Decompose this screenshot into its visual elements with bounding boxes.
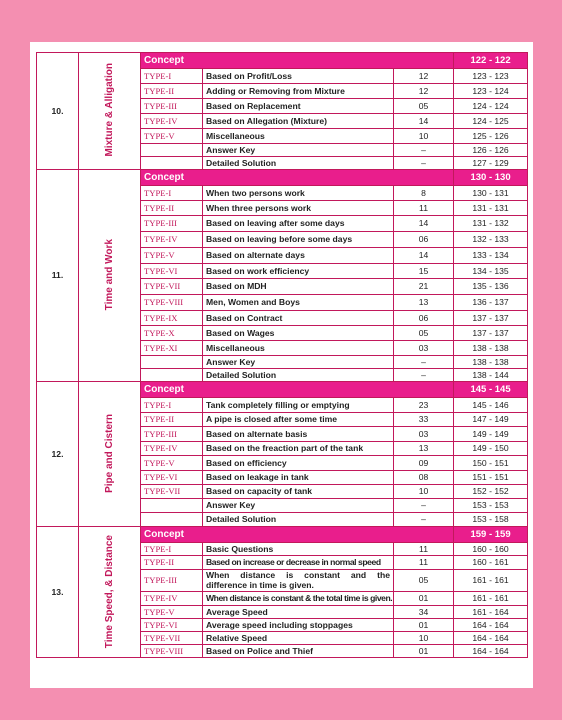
question-count: 21 [394, 279, 454, 295]
chapter-title-cell [79, 53, 141, 170]
question-count: 11 [394, 556, 454, 570]
question-count: 13 [394, 295, 454, 311]
type-label: TYPE-IX [141, 311, 203, 326]
chapter-number: 12. [37, 382, 79, 527]
type-label: TYPE-II [141, 413, 203, 427]
type-label: TYPE-III [141, 216, 203, 232]
question-count: 14 [394, 216, 454, 232]
page-range: 123 - 124 [454, 84, 528, 99]
page-range: 136 - 137 [454, 295, 528, 311]
contents-page [30, 42, 533, 688]
question-count: 06 [394, 311, 454, 326]
chapter-number: 13. [37, 527, 79, 658]
question-count: 11 [394, 543, 454, 556]
page-range: 153 - 153 [454, 499, 528, 513]
type-description: Based on leaving before some days [203, 232, 394, 248]
question-count: 03 [394, 341, 454, 356]
concept-pages: 122 - 122 [454, 53, 528, 69]
type-label: TYPE-I [141, 186, 203, 201]
page-range: 151 - 151 [454, 471, 528, 485]
concept-label: Concept [141, 53, 454, 69]
question-count: 11 [394, 201, 454, 216]
page-range: 127 - 129 [454, 157, 528, 170]
type-label: TYPE-VII [141, 485, 203, 499]
type-description: When distance is constant & the total time is given. [203, 592, 394, 606]
type-label: TYPE-III [141, 99, 203, 114]
page-range: 137 - 137 [454, 326, 528, 341]
type-label: TYPE-III [141, 427, 203, 442]
type-label: TYPE-IV [141, 592, 203, 606]
type-label: TYPE-V [141, 248, 203, 264]
type-description: Based on Wages [203, 326, 394, 341]
page-range: 164 - 164 [454, 632, 528, 645]
type-description: Based on leakage in tank [203, 471, 394, 485]
question-count: 34 [394, 606, 454, 619]
chapter-title: Mixture & Alligation [103, 63, 115, 157]
question-count: 05 [394, 326, 454, 341]
type-description: Based on alternate basis [203, 427, 394, 442]
type-label [141, 369, 203, 382]
chapter-title: Pipe and Cistern [103, 413, 115, 493]
page-range: 123 - 123 [454, 69, 528, 84]
concept-label: Concept [141, 382, 454, 398]
type-description: Based on alternate days [203, 248, 394, 264]
question-count: 12 [394, 69, 454, 84]
type-description: Relative Speed [203, 632, 394, 645]
type-label: TYPE-II [141, 84, 203, 99]
page-range: 138 - 138 [454, 356, 528, 369]
type-description: Based on work efficiency [203, 264, 394, 279]
type-label: TYPE-VII [141, 632, 203, 645]
question-count: 12 [394, 84, 454, 99]
question-count: 06 [394, 232, 454, 248]
type-description: Tank completely filling or emptying [203, 398, 394, 413]
type-description: Based on MDH [203, 279, 394, 295]
page-range: 125 - 126 [454, 129, 528, 144]
type-description: Adding or Removing from Mixture [203, 84, 394, 99]
page-range: 134 - 135 [454, 264, 528, 279]
type-description: Based on increase or decrease in normal speed [203, 556, 394, 570]
type-description: Detailed Solution [203, 157, 394, 170]
page-range: 149 - 150 [454, 442, 528, 456]
type-label: TYPE-II [141, 556, 203, 570]
type-description: Based on Replacement [203, 99, 394, 114]
type-description: Based on leaving after some days [203, 216, 394, 232]
page-range: 132 - 133 [454, 232, 528, 248]
type-label: TYPE-IV [141, 442, 203, 456]
type-label: TYPE-VII [141, 279, 203, 295]
type-description: Men, Women and Boys [203, 295, 394, 311]
type-description: Average speed including stoppages [203, 619, 394, 632]
page-range: 164 - 164 [454, 619, 528, 632]
question-count: 14 [394, 114, 454, 129]
page-range: 149 - 149 [454, 427, 528, 442]
concept-row [37, 382, 528, 398]
question-count: 01 [394, 592, 454, 606]
question-count: 10 [394, 485, 454, 499]
question-count: – [394, 369, 454, 382]
type-description: Answer Key [203, 499, 394, 513]
page-range: 135 - 136 [454, 279, 528, 295]
type-label: TYPE-X [141, 326, 203, 341]
type-description: Detailed Solution [203, 513, 394, 527]
type-description: Average Speed [203, 606, 394, 619]
page-range: 161 - 161 [454, 570, 528, 592]
question-count: – [394, 356, 454, 369]
page-range: 152 - 152 [454, 485, 528, 499]
type-description: Based on capacity of tank [203, 485, 394, 499]
type-label: TYPE-VIII [141, 645, 203, 658]
question-count: – [394, 513, 454, 527]
type-label [141, 356, 203, 369]
type-description: When three persons work [203, 201, 394, 216]
question-count: 05 [394, 570, 454, 592]
type-description: When distance is constant and the difference in time is given. [203, 570, 394, 592]
concept-label: Concept [141, 527, 454, 543]
question-count: 14 [394, 248, 454, 264]
type-description: Based on efficiency [203, 456, 394, 471]
chapter-number: 10. [37, 53, 79, 170]
question-count: – [394, 499, 454, 513]
type-description: Answer Key [203, 144, 394, 157]
question-count: 10 [394, 129, 454, 144]
question-count: 15 [394, 264, 454, 279]
question-count: 13 [394, 442, 454, 456]
chapter-title-cell [79, 527, 141, 658]
type-label: TYPE-XI [141, 341, 203, 356]
question-count: 01 [394, 619, 454, 632]
type-description: Miscellaneous [203, 341, 394, 356]
type-description: When two persons work [203, 186, 394, 201]
type-label: TYPE-I [141, 543, 203, 556]
page-range: 138 - 138 [454, 341, 528, 356]
question-count: 03 [394, 427, 454, 442]
page-range: 161 - 161 [454, 592, 528, 606]
type-label: TYPE-IV [141, 232, 203, 248]
page-range: 150 - 151 [454, 456, 528, 471]
concept-pages: 130 - 130 [454, 170, 528, 186]
type-label: TYPE-IV [141, 114, 203, 129]
type-label: TYPE-VIII [141, 295, 203, 311]
type-description: Based on Contract [203, 311, 394, 326]
type-label: TYPE-V [141, 456, 203, 471]
concept-row [37, 170, 528, 186]
type-description: Miscellaneous [203, 129, 394, 144]
type-label [141, 513, 203, 527]
type-label [141, 144, 203, 157]
type-label [141, 499, 203, 513]
page-range: 124 - 125 [454, 114, 528, 129]
page-range: 153 - 158 [454, 513, 528, 527]
question-count: 8 [394, 186, 454, 201]
question-count: 01 [394, 645, 454, 658]
page-range: 138 - 144 [454, 369, 528, 382]
type-label: TYPE-I [141, 398, 203, 413]
question-count: 23 [394, 398, 454, 413]
page-range: 130 - 131 [454, 186, 528, 201]
page-range: 147 - 149 [454, 413, 528, 427]
page-range: 161 - 164 [454, 606, 528, 619]
type-label: TYPE-I [141, 69, 203, 84]
page-range: 131 - 131 [454, 201, 528, 216]
chapter-title: Time and Work [103, 239, 115, 311]
page-range: 133 - 134 [454, 248, 528, 264]
page-range: 160 - 160 [454, 543, 528, 556]
type-label: TYPE-VI [141, 619, 203, 632]
page-range: 164 - 164 [454, 645, 528, 658]
page-range: 131 - 132 [454, 216, 528, 232]
question-count: – [394, 157, 454, 170]
type-label: TYPE-V [141, 606, 203, 619]
concept-pages: 159 - 159 [454, 527, 528, 543]
page-range: 126 - 126 [454, 144, 528, 157]
type-label: TYPE-V [141, 129, 203, 144]
type-description: A pipe is closed after some time [203, 413, 394, 427]
type-description: Basic Questions [203, 543, 394, 556]
question-count: 08 [394, 471, 454, 485]
type-description: Based on Allegation (Mixture) [203, 114, 394, 129]
type-description: Detailed Solution [203, 369, 394, 382]
concept-row [37, 53, 528, 69]
type-label [141, 157, 203, 170]
type-label: TYPE-II [141, 201, 203, 216]
chapter-number: 11. [37, 170, 79, 382]
type-description: Answer Key [203, 356, 394, 369]
concept-row [37, 527, 528, 543]
page-range: 160 - 161 [454, 556, 528, 570]
page-range: 124 - 124 [454, 99, 528, 114]
chapter-title-cell [79, 382, 141, 527]
concept-pages: 145 - 145 [454, 382, 528, 398]
question-count: 09 [394, 456, 454, 471]
question-count: 33 [394, 413, 454, 427]
page-range: 145 - 146 [454, 398, 528, 413]
type-description: Based on the freaction part of the tank [203, 442, 394, 456]
concept-label: Concept [141, 170, 454, 186]
type-description: Based on Profit/Loss [203, 69, 394, 84]
contents-table [36, 52, 528, 658]
question-count: – [394, 144, 454, 157]
type-label: TYPE-VI [141, 471, 203, 485]
type-label: TYPE-III [141, 570, 203, 592]
type-label: TYPE-VI [141, 264, 203, 279]
chapter-title: Time Speed, & Distance [103, 534, 115, 648]
type-description: Based on Police and Thief [203, 645, 394, 658]
question-count: 10 [394, 632, 454, 645]
chapter-title-cell [79, 170, 141, 382]
page-range: 137 - 137 [454, 311, 528, 326]
question-count: 05 [394, 99, 454, 114]
